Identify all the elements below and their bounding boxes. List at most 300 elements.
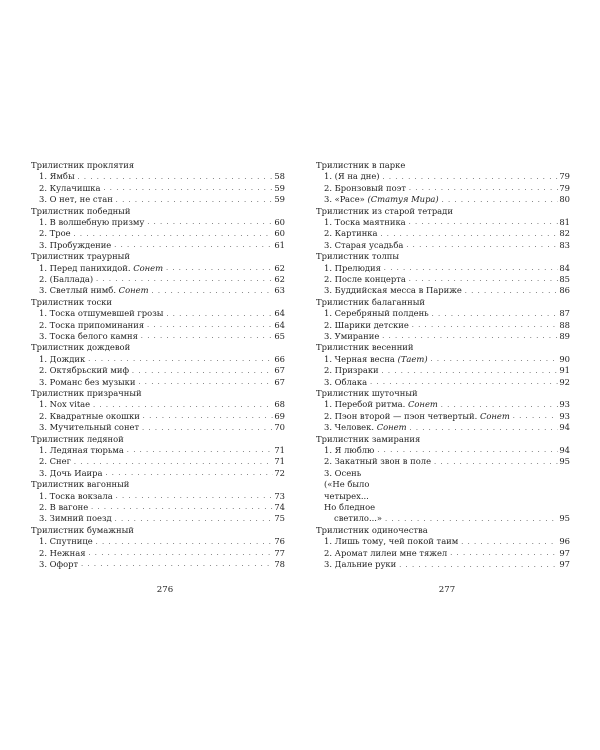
entry-page-number: 85: [559, 274, 570, 285]
right-page-number: 277: [438, 585, 456, 595]
entry-page-number: 95: [559, 513, 570, 524]
toc-section: [316, 434, 570, 525]
entry-title-text: 1. Дождик: [39, 353, 86, 364]
section-title: Трилистник проклятия: [31, 160, 135, 170]
toc-entry[interactable]: [316, 422, 570, 433]
toc-section: [31, 251, 285, 297]
entry-page-number: 72: [274, 467, 285, 478]
toc-entry[interactable]: [316, 285, 570, 296]
toc-entry[interactable]: [31, 411, 285, 422]
dot-leader: [409, 220, 558, 226]
entry-page-number: 64: [274, 319, 285, 330]
toc-entry[interactable]: [316, 308, 570, 319]
dot-leader: [442, 198, 558, 204]
dot-leader: [434, 460, 558, 466]
toc-entry[interactable]: [316, 411, 570, 422]
entry-title-text: 2. Нежная: [39, 547, 86, 558]
dot-leader: [450, 551, 558, 557]
entry-page-number: 67: [274, 365, 285, 376]
entry-page-number: 97: [559, 547, 570, 558]
toc-entry[interactable]: [316, 559, 570, 570]
dot-leader: [78, 175, 273, 181]
entry-title-text: 2. В вагоне: [39, 502, 89, 513]
dot-leader: [465, 289, 558, 295]
entry-title-text: 1. Тоска отшумевшей грозы: [39, 308, 164, 319]
entry-title-text: 2. Аромат лилеи мне тяжел: [324, 547, 448, 558]
toc-section: [31, 342, 285, 388]
entry-title: [324, 559, 396, 570]
toc-entry[interactable]: [31, 377, 285, 388]
dot-leader: [114, 243, 273, 249]
toc-entry[interactable]: [31, 559, 285, 570]
toc-section: [31, 297, 285, 343]
left-page-toc: [31, 160, 285, 570]
toc-section: [31, 160, 285, 206]
entry-title: [39, 217, 144, 228]
dot-leader: [74, 232, 273, 238]
entry-page-number: 84: [559, 262, 570, 273]
dot-leader: [431, 357, 558, 363]
entry-page-number: 94: [559, 445, 570, 456]
entry-title: [324, 285, 462, 296]
entry-title: [39, 502, 88, 513]
toc-section: [31, 525, 285, 571]
toc-entry[interactable]: [31, 194, 285, 205]
entry-title-italic: Сонет: [479, 410, 510, 421]
entry-title: [39, 331, 138, 342]
toc-entry[interactable]: [316, 399, 570, 410]
entry-title-text: 1. Перебой ритма.: [324, 399, 406, 410]
entry-page-number: 90: [559, 353, 570, 364]
entry-title-text: 2. Квадратные окошки: [39, 410, 140, 421]
dot-leader: [88, 551, 273, 557]
entry-title: [39, 445, 124, 456]
entry-title: [324, 422, 407, 433]
entry-title-text: 1. Я люблю: [324, 445, 375, 456]
entry-title-text: 3. Зимний поезд: [39, 513, 112, 524]
dot-leader: [141, 334, 273, 340]
entry-title: [324, 377, 367, 388]
entry-page-number: 67: [274, 376, 285, 387]
dot-leader: [370, 380, 558, 386]
dot-leader: [441, 403, 558, 409]
dot-leader: [74, 460, 273, 466]
entry-title-italic: (Тает): [397, 353, 428, 364]
entry-page-number: 74: [274, 502, 285, 513]
entry-title: [324, 399, 438, 410]
entry-title-text: 3. Буддийская месса в Париже: [324, 285, 462, 296]
entry-title: [39, 194, 113, 205]
entry-title-text: 3. Тоска белого камня: [39, 331, 138, 342]
entry-page-number: 92: [559, 376, 570, 387]
entry-page-number: 61: [274, 239, 285, 250]
section-title: Трилистник траурный: [31, 251, 130, 262]
entry-title-text: 3. Старая усадьба: [324, 239, 404, 250]
dot-leader: [106, 471, 274, 477]
entry-title-text: 1. (Я на дне): [324, 171, 380, 182]
dot-leader: [513, 414, 558, 420]
dot-leader: [96, 540, 273, 546]
entry-page-number: 69: [274, 410, 285, 421]
dot-leader: [139, 380, 274, 386]
entry-title: [324, 217, 406, 228]
entry-page-number: 79: [559, 171, 570, 182]
section-title: Трилистник победный: [31, 205, 131, 216]
section-title: Трилистник бумажный: [31, 524, 134, 535]
toc-section: [31, 434, 285, 480]
entry-title: [324, 365, 379, 376]
entry-title-italic: Сонет: [376, 422, 407, 433]
entry-page-number: 59: [274, 182, 285, 193]
toc-entry[interactable]: [316, 536, 570, 547]
dot-leader: [410, 426, 558, 432]
entry-page-number: 62: [274, 274, 285, 285]
right-page-toc: [316, 160, 570, 571]
entry-title-text: 1. Nox vitae: [39, 399, 91, 410]
dot-leader: [384, 266, 558, 272]
toc-entry[interactable]: [316, 240, 570, 251]
dot-leader: [377, 448, 558, 454]
entry-title: [39, 171, 75, 182]
toc-entry[interactable]: [31, 183, 285, 194]
toc-entry[interactable]: [316, 365, 570, 376]
toc-entry[interactable]: [316, 183, 570, 194]
toc-entry[interactable]: [31, 456, 285, 467]
section-title: Трилистник замирания: [316, 433, 421, 444]
toc-entry[interactable]: [316, 228, 570, 239]
entry-page-number: 63: [274, 285, 285, 296]
entry-title-text: 3. Мучительный сонет: [39, 422, 140, 433]
dot-leader: [142, 426, 273, 432]
entry-title: [324, 331, 379, 342]
dot-leader: [412, 323, 558, 329]
entry-title-text: 2. Кулачишка: [39, 182, 101, 193]
entry-title: [324, 320, 409, 331]
entry-title: [324, 445, 374, 456]
section-title: Трилистник балаганный: [316, 296, 425, 307]
toc-entry[interactable]: [316, 171, 570, 182]
entry-page-number: 60: [274, 228, 285, 239]
toc-entry[interactable]: [316, 548, 570, 559]
entry-title: [39, 263, 163, 274]
toc-entry[interactable]: [31, 422, 285, 433]
entry-title-text: 3. «Pace»: [324, 194, 365, 205]
toc-section: [316, 206, 570, 252]
entry-page-number: 68: [274, 399, 285, 410]
section-title: Трилистник толпы: [316, 251, 400, 262]
entry-title-text: 1. Ямбы: [39, 171, 75, 182]
toc-entry[interactable]: [316, 456, 570, 467]
entry-title: [39, 320, 144, 331]
entry-title: [324, 274, 406, 285]
section-title: Трилистник дождевой: [31, 342, 131, 353]
entry-page-number: 91: [559, 365, 570, 376]
entry-page-number: 96: [559, 536, 570, 547]
dot-leader: [383, 175, 558, 181]
entry-title-italic: Сонет: [118, 285, 149, 296]
entry-title: [324, 411, 510, 422]
entry-page-number: 88: [559, 319, 570, 330]
toc-entry[interactable]: [31, 399, 285, 410]
entry-page-number: 89: [559, 331, 570, 342]
entry-title-text: 2. Трое: [39, 228, 71, 239]
section-title: Трилистник весенний: [316, 342, 414, 353]
entry-title-text: 2. Октябрьский миф: [39, 365, 130, 376]
dot-leader: [382, 334, 558, 340]
toc-entry[interactable]: [31, 354, 285, 365]
entry-title: [39, 399, 90, 410]
entry-title-text: 2. Снег: [39, 456, 71, 467]
entry-title: [39, 491, 113, 502]
entry-page-number: 73: [274, 490, 285, 501]
section-title: Трилистник тоски: [31, 296, 112, 307]
entry-title-text: 1. В волшебную призму: [39, 217, 145, 227]
entry-title-text: 3. Романс без музыки: [39, 376, 136, 387]
toc-entry[interactable]: [316, 445, 570, 456]
toc-entry[interactable]: [31, 263, 285, 274]
left-page-number: 276: [156, 585, 174, 595]
entry-title-text: 3. Пробуждение: [39, 239, 112, 250]
toc-entry[interactable]: [316, 468, 570, 525]
toc-entry[interactable]: [31, 536, 285, 547]
toc-section: [316, 160, 570, 206]
dot-leader: [81, 562, 273, 568]
toc-entry[interactable]: [316, 331, 570, 342]
entry-page-number: 79: [559, 182, 570, 193]
entry-page-number: 93: [559, 399, 570, 410]
entry-title-text: 2. (Баллада): [39, 274, 94, 285]
entry-title-text: 3. Офорт: [39, 559, 79, 570]
entry-title-text: 3. Умирание: [324, 331, 380, 342]
entry-title: [324, 456, 431, 467]
toc-entry[interactable]: [31, 513, 285, 524]
toc-entry[interactable]: [31, 285, 285, 296]
dot-leader: [93, 403, 273, 409]
entry-title: [39, 354, 85, 365]
entry-page-number: 78: [274, 559, 285, 570]
entry-title: [324, 171, 380, 182]
entry-title: [324, 468, 382, 525]
entry-page-number: 97: [559, 559, 570, 570]
entry-title: [324, 263, 381, 274]
dot-leader: [147, 220, 273, 226]
toc-entry[interactable]: [31, 365, 285, 376]
entry-title-text: 1. Тоска вокзала: [39, 490, 113, 501]
entry-title-text: 3. Человек.: [324, 422, 375, 433]
toc-entry[interactable]: [316, 320, 570, 331]
entry-title-text: 2. Тоска припоминания: [39, 319, 145, 330]
section-title: Трилистник призрачный: [31, 388, 142, 399]
dot-leader: [132, 369, 273, 375]
dot-leader: [461, 540, 558, 546]
entry-title-text: 1. Лишь тому, чей покой таим: [324, 536, 459, 547]
dot-leader: [116, 494, 273, 500]
entry-title: [39, 285, 149, 296]
toc-entry[interactable]: [31, 240, 285, 251]
section-title: Трилистник из старой тетради: [316, 205, 453, 216]
toc-entry[interactable]: [316, 217, 570, 228]
entry-title-text: 2. Призраки: [324, 365, 379, 376]
entry-title: [39, 422, 139, 433]
entry-page-number: 71: [274, 445, 285, 456]
entry-page-number: 80: [559, 194, 570, 205]
dot-leader: [147, 323, 273, 329]
toc-section: [316, 525, 570, 571]
section-title: Трилистник одиночества: [316, 524, 428, 535]
toc-entry[interactable]: [31, 171, 285, 182]
entry-title: [39, 228, 71, 239]
entry-page-number: 65: [274, 331, 285, 342]
dot-leader: [385, 517, 558, 523]
entry-page-number: 71: [274, 456, 285, 467]
entry-title: [39, 536, 93, 547]
toc-entry[interactable]: [316, 377, 570, 388]
entry-title-text: 3. Дочь Иаира: [39, 467, 103, 478]
dot-leader: [432, 312, 558, 318]
entry-title: [39, 559, 78, 570]
entry-title: [39, 456, 71, 467]
dot-leader: [104, 186, 273, 192]
entry-title: [324, 240, 403, 251]
toc-section: [316, 388, 570, 434]
dot-leader: [381, 232, 558, 238]
dot-leader: [409, 277, 558, 283]
toc-entry[interactable]: [31, 320, 285, 331]
section-title: Трилистник шуточный: [316, 388, 418, 399]
toc-section: [316, 251, 570, 297]
toc-entry[interactable]: [31, 491, 285, 502]
entry-page-number: 59: [274, 194, 285, 205]
entry-page-number: 64: [274, 308, 285, 319]
toc-entry[interactable]: [316, 354, 570, 365]
entry-title-text: 1. Прелюдия: [324, 262, 381, 273]
toc-entry[interactable]: [316, 263, 570, 274]
entry-title: [324, 183, 406, 194]
toc-section: [316, 342, 570, 388]
section-title: Трилистник вагонный: [31, 479, 130, 490]
entry-title-continuation: светило...»: [334, 513, 383, 524]
dot-leader: [166, 312, 273, 318]
entry-page-number: 77: [274, 547, 285, 558]
toc-section: [31, 206, 285, 252]
dot-leader: [143, 414, 273, 420]
entry-title-text: 1. Тоска маятника: [324, 217, 406, 227]
dot-leader: [409, 186, 558, 192]
entry-title-text: 3. Осень («Не было четырех... Но бледное: [324, 467, 376, 513]
dot-leader: [116, 198, 273, 204]
toc-entry[interactable]: [31, 331, 285, 342]
toc-entry[interactable]: [316, 194, 570, 205]
dot-leader: [96, 277, 273, 283]
toc-section: [31, 388, 285, 434]
section-title: Трилистник ледяной: [31, 433, 124, 444]
dot-leader: [115, 517, 273, 523]
dot-leader: [127, 448, 273, 454]
entry-page-number: 83: [559, 239, 570, 250]
entry-title: [324, 548, 447, 559]
entry-title-italic: Сонет: [133, 262, 164, 273]
entry-title: [39, 411, 140, 422]
dot-leader: [91, 505, 273, 511]
entry-page-number: 60: [274, 217, 285, 227]
entry-page-number: 81: [559, 217, 570, 227]
entry-title: [39, 377, 136, 388]
dot-leader: [88, 357, 273, 363]
section-title: Трилистник в парке: [316, 160, 406, 170]
entry-page-number: 62: [274, 262, 285, 273]
entry-title: [324, 308, 429, 319]
entry-page-number: 66: [274, 353, 285, 364]
dot-leader: [166, 266, 273, 272]
dot-leader: [406, 243, 558, 249]
entry-page-number: 87: [559, 308, 570, 319]
entry-title-text: 2. После концерта: [324, 274, 406, 285]
entry-page-number: 82: [559, 228, 570, 239]
entry-title-text: 1. Серебряный полдень: [324, 308, 429, 319]
entry-page-number: 70: [274, 422, 285, 433]
toc-entry[interactable]: [31, 502, 285, 513]
entry-title-text: 1. Ледяная тюрьма: [39, 445, 124, 456]
toc-entry[interactable]: [31, 274, 285, 285]
entry-page-number: 86: [559, 285, 570, 296]
entry-page-number: 93: [559, 410, 570, 421]
toc-entry[interactable]: [31, 468, 285, 479]
entry-title: [39, 468, 103, 479]
entry-title: [39, 183, 101, 194]
dot-leader: [382, 369, 558, 375]
toc-entry[interactable]: [316, 274, 570, 285]
entry-title-text: 3. Дальние руки: [324, 559, 397, 570]
entry-title: [324, 194, 439, 205]
entry-title: [39, 274, 93, 285]
entry-page-number: 58: [274, 171, 285, 182]
entry-title-text: 2. Пэон второй — пэон четвертый.: [324, 410, 478, 421]
entry-title: [324, 228, 378, 239]
toc-entry[interactable]: [31, 217, 285, 228]
entry-title: [324, 354, 428, 365]
entry-title-text: 1. Перед панихидой.: [39, 262, 131, 273]
entry-title: [39, 365, 129, 376]
toc-entry[interactable]: [31, 445, 285, 456]
entry-title: [39, 308, 163, 319]
dot-leader: [399, 563, 558, 569]
toc-entry[interactable]: [31, 308, 285, 319]
entry-title: [39, 240, 111, 251]
entry-title-text: 1. Спутнице: [39, 536, 93, 547]
entry-page-number: 94: [559, 422, 570, 433]
entry-title-text: 3. Облака: [324, 376, 368, 387]
entry-page-number: 76: [274, 536, 285, 547]
entry-title: [324, 536, 458, 547]
entry-page-number: 95: [559, 456, 570, 467]
entry-title-text: 3. Светлый нимб.: [39, 285, 116, 296]
entry-title-italic: Сонет: [407, 399, 438, 410]
dot-leader: [152, 289, 273, 295]
entry-title: [39, 513, 112, 524]
entry-title-text: 2. Закатный звон в поле: [324, 456, 432, 467]
entry-title: [39, 548, 85, 559]
toc-entry[interactable]: [31, 228, 285, 239]
toc-entry[interactable]: [31, 548, 285, 559]
entry-page-number: 75: [274, 513, 285, 524]
entry-title-text: 3. О нет, не стан: [39, 194, 113, 205]
entry-title-text: 1. Черная весна: [324, 353, 395, 364]
toc-section: [316, 297, 570, 343]
entry-title-italic: (Статуя Мира): [367, 194, 439, 205]
entry-title-text: 2. Картинка: [324, 228, 378, 239]
entry-title-text: 2. Бронзовый поэт: [324, 182, 406, 193]
toc-section: [31, 479, 285, 525]
